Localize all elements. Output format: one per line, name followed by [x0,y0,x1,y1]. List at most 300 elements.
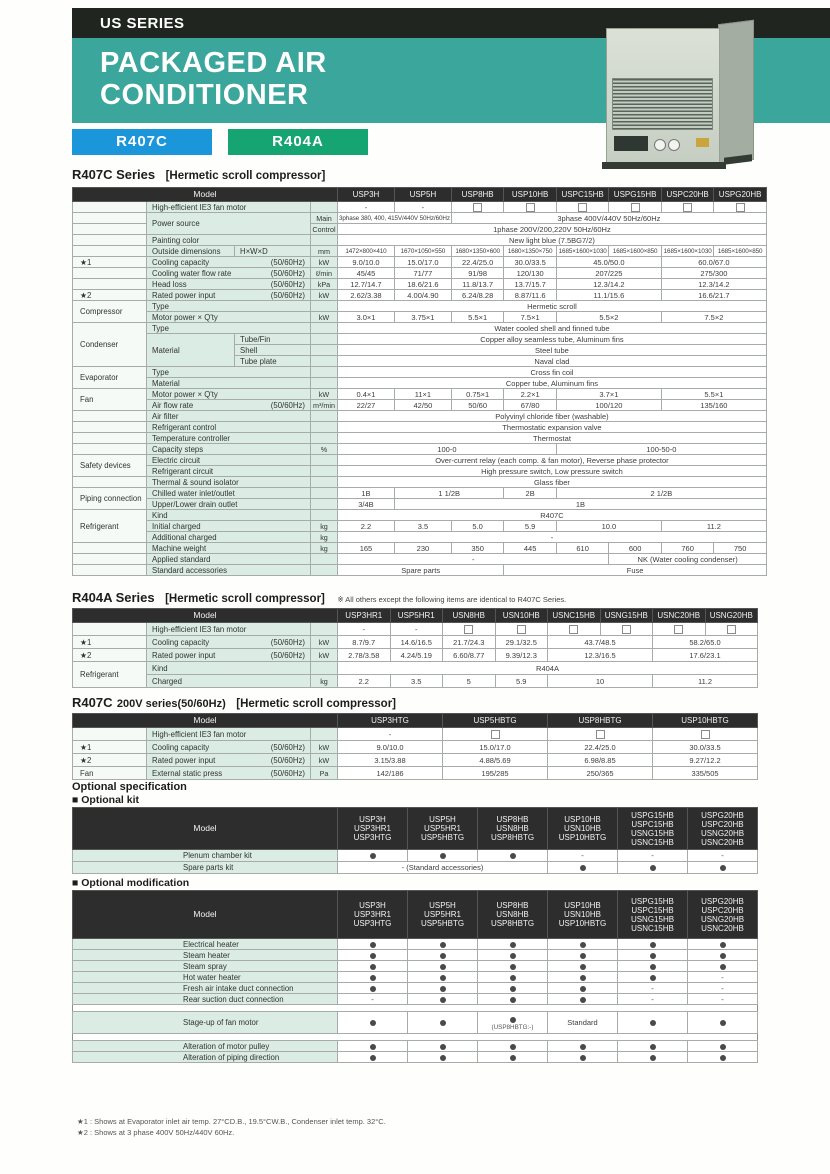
dot-icon [370,1020,376,1026]
model-name: USPC20HB [701,819,744,829]
model-name: USP8HBTG [490,919,535,928]
spec-row-label [147,378,311,389]
spec-value-cell: R404A [338,662,758,675]
spec-value-cell: 165 [338,543,395,554]
unit-cell: kg [311,675,338,688]
rating-condition: (50/60Hz) [270,742,305,752]
spec-value-cell: 335/505 [653,767,758,780]
model-name: USNC15HB [552,611,596,620]
dot-icon [720,1044,726,1050]
spec-value-cell: 8.7/9.7 [338,636,391,649]
dot-icon [720,953,726,959]
spec-value-cell: 60.0/67.0 [661,257,766,268]
dot-icon [370,1044,376,1050]
dot-icon [580,1055,586,1061]
option-row-label: Plenum chamber kit [73,850,338,862]
column-header [548,609,601,623]
spec-value-cell [548,862,618,874]
spec-value-cell [408,994,478,1005]
model-name: USP5H [409,190,437,199]
spec-value-cell: 275/300 [661,268,766,279]
spec-category: Safety devices [73,455,147,477]
spec-value-cell: 3.75×1 [394,312,451,323]
spec-value-cell [705,623,758,636]
spec-row-label [147,433,311,444]
spec-value-cell: 15.0/17.0 [443,741,548,754]
section-name: R404A Series [72,590,155,605]
spec-value-cell: 445 [504,543,557,554]
spec-category [73,213,147,224]
spec-value-cell: 230 [394,543,451,554]
spec-value-cell: - [618,994,688,1005]
spec-value-cell: 350 [451,543,504,554]
checkbox-icon [727,625,736,634]
dot-icon [440,986,446,992]
unit-cell [311,301,338,312]
row-label-text: Thermal & sound isolator [152,477,239,487]
model-name: USP3H [359,815,386,824]
spec-value-cell [443,728,548,741]
unit-cell: Main [311,213,338,224]
star-marker: ★2 [73,754,147,767]
option-row-label: Hot water heater [73,972,338,983]
column-header [705,609,758,623]
row-label-text: Painting color [152,235,200,245]
dot-icon [510,964,516,970]
unit-cell [311,662,338,675]
dot-icon [370,1055,376,1061]
spec-value-cell: 2.78/3.58 [338,649,391,662]
model-name: USP5HR1 [424,824,461,833]
spec-row-label [147,400,311,411]
spec-value-cell: 4.88/5.69 [443,754,548,767]
spec-value-cell: 1B [338,488,395,499]
spec-value-cell: 3phase 400V/440V 50Hz/60Hz [451,213,766,224]
model-name: USP3HR1 [345,611,383,620]
spec-value-cell [618,1012,688,1034]
dot-icon [650,1055,656,1061]
spec-value-cell [504,202,557,213]
option-row-label: Steam spray [73,961,338,972]
spec-value-cell [478,1052,548,1063]
dot-icon [510,997,516,1003]
model-name: USP5H [429,815,456,824]
checkbox-icon [473,203,482,212]
unit-cell [311,345,338,356]
spec-row-label [147,235,311,246]
rating-condition: (50/60Hz) [270,755,305,765]
unit-cell [311,433,338,444]
column-header [390,609,443,623]
checkbox-icon [464,625,473,634]
spec-value-cell: Cross fin coil [338,367,767,378]
unit-cell: ℓ/min [311,268,338,279]
spec-value-cell: 17.6/23.1 [653,649,758,662]
dot-icon [580,997,586,1003]
dot-icon [720,1055,726,1061]
checkbox-icon [631,203,640,212]
model-name: USPC20HB [701,905,744,915]
spec-value-cell: 4.00/4.90 [394,290,451,301]
spec-value-cell [338,950,408,961]
model-name: USP8HB [496,815,529,824]
spec-row-sublabel: Tube plate [235,356,311,367]
dot-icon [440,1020,446,1026]
spec-row-sublabel: H×W×D [235,246,311,257]
spec-value-cell [478,972,548,983]
unit-cell [311,499,338,510]
section-name: R407C Series [72,167,156,182]
row-label-text: Material [152,345,180,355]
checkbox-icon [596,730,605,739]
spec-value-cell [408,939,478,950]
spec-value-cell: 600 [609,543,662,554]
dot-icon [580,942,586,948]
row-label-text: Outside dimensions [152,246,221,256]
spec-value-cell [408,950,478,961]
spec-value-cell: 2.62/3.38 [338,290,395,301]
spec-value-cell [548,1052,618,1063]
spec-category [73,623,147,636]
spec-value-cell: 11.8/13.7 [451,279,504,290]
spec-value-cell: 0.4×1 [338,389,395,400]
spec-value-cell [408,983,478,994]
model-name: USNG20HB [709,611,753,620]
option-row-label: Stage-up of fan motor [73,1012,338,1034]
checkbox-icon [674,625,683,634]
spec-row-label [147,213,311,235]
spec-value-cell [338,972,408,983]
dot-icon [650,942,656,948]
unit-control-panel [614,136,648,151]
spec-value-cell [688,961,758,972]
spec-value-cell [688,939,758,950]
spec-value-cell: 22.4/25.0 [451,257,504,268]
section-bracket: [Hermetic scroll compressor] [236,698,397,710]
unit-cell [311,323,338,334]
spec-value-cell: 11×1 [394,389,451,400]
checkbox-icon [683,203,692,212]
unit-cell [311,202,338,213]
spec-value-cell: 45.0/50.0 [556,257,661,268]
dot-icon [650,953,656,959]
spec-value-cell: 2.2 [338,675,391,688]
spec-category: Fan [73,389,147,411]
model-name: USN8HB [496,910,529,919]
spec-value-cell: 42/50 [394,400,451,411]
spec-value-cell: Standard [548,1012,618,1034]
spec-value-cell [688,1012,758,1034]
dot-icon [510,1055,516,1061]
spec-value-cell: 1685×1600×850 [609,246,662,257]
optional-spec-heading: Optional specification [72,781,187,793]
model-name: USP10HBTG [558,919,607,928]
column-header [653,609,706,623]
rating-condition: (50/60Hz) [270,650,305,660]
column-header [548,891,618,939]
spec-value-cell [478,850,548,862]
option-row-label: Electrical heater [73,939,338,950]
spec-value-cell: 1685×1600×1030 [661,246,714,257]
spec-value-cell: 30.0/33.5 [653,741,758,754]
unit-cell [311,728,338,741]
dot-icon [720,865,726,871]
column-header [408,808,478,850]
spec-row-label [147,521,311,532]
spec-value-cell: Copper tube, Aluminum fins [338,378,767,389]
option-row-label: Spare parts kit [73,862,338,874]
dot-icon [510,853,516,859]
spec-value-cell: 30.0/33.5 [504,257,557,268]
spec-value-cell: Thermostatic expansion valve [338,422,767,433]
unit-cell [311,334,338,345]
row-label-text: High-efficient IE3 fan motor [152,624,247,634]
spec-value-cell [653,623,706,636]
refrigerant-badge-r407c: R407C [72,129,212,155]
spec-value-cell [556,202,609,213]
unit-cell [311,510,338,521]
spec-value-cell: - [688,972,758,983]
spec-row-label [147,649,311,662]
unit-cell: kg [311,543,338,554]
checkbox-icon [622,625,631,634]
spec-category [73,279,147,290]
row-label-text: Charged [152,676,182,686]
spec-value-cell: 6.60/8.77 [443,649,496,662]
spec-value-cell: 1B [394,499,766,510]
checkbox-icon [736,203,745,212]
spec-value-cell [338,939,408,950]
footnotes [77,1116,386,1138]
unit-cell: kW [311,741,338,754]
spec-value-cell: - [338,532,767,543]
spec-value-cell [548,939,618,950]
spec-value-cell [338,1012,408,1034]
rating-condition: (50/60Hz) [270,400,305,410]
unit-cell [311,367,338,378]
spec-category [73,554,147,565]
row-label-text: Cooling capacity [152,637,210,647]
dot-icon [440,975,446,981]
optional-modification-heading: ■ Optional modification [72,877,190,889]
spec-value-cell [548,972,618,983]
spec-row-label [147,543,311,554]
spec-value-cell [548,994,618,1005]
model-name: USP8HB [496,901,529,910]
unit-cell: kW [311,312,338,323]
model-name: USN8HB [452,611,485,620]
spec-category [73,565,147,576]
spec-value-cell: 3.15/3.88 [338,754,443,767]
dot-icon [370,853,376,859]
spec-value-cell: 5.9 [504,521,557,532]
spec-value-cell: 10.0 [556,521,661,532]
unit-cell [311,235,338,246]
spec-category [73,202,147,213]
spec-value-cell [443,623,496,636]
spec-value-cell: 6.98/8.85 [548,754,653,767]
spec-value-cell: 207/225 [556,268,661,279]
model-name: USPG20HB [701,810,744,820]
spec-value-cell: 22/27 [338,400,395,411]
model-header: Model [73,188,338,202]
model-name: USP3H [359,901,386,910]
spec-category [73,224,147,235]
row-label-text: Kind [152,510,168,520]
spec-value-cell [408,961,478,972]
spec-value-cell: - [688,850,758,862]
spec-value-cell: Spare parts [338,565,504,576]
spec-value-cell [618,1041,688,1052]
unit-cell [311,411,338,422]
option-row-label: Alteration of motor pulley [73,1041,338,1052]
spec-value-cell: Fuse [504,565,767,576]
page-title-line2: CONDITIONER [100,79,309,111]
spec-value-cell [548,728,653,741]
model-header: Model [73,609,338,623]
spec-category [73,268,147,279]
rating-condition: (50/60Hz) [270,768,305,778]
spec-value-cell: - [338,202,395,213]
model-name: USP3H [352,190,380,199]
model-name: USN10HB [564,824,601,833]
spec-value-cell: 15.0/17.0 [394,257,451,268]
dot-icon [650,1020,656,1026]
spec-value-cell: 5 [443,675,496,688]
spec-row-label [147,754,311,767]
spec-value-cell: 12.3/14.2 [556,279,661,290]
spec-value-cell [548,623,601,636]
spec-value-cell: 43.7/48.5 [548,636,653,649]
spec-category [73,422,147,433]
spacer [73,1005,758,1012]
spec-value-cell: 16.6/21.7 [661,290,766,301]
dot-icon [580,865,586,871]
spec-row-label [147,323,311,334]
model-name: USPC15HB [631,819,674,829]
spec-value-cell: New light blue (7.5BG7/2) [338,235,767,246]
spec-value-cell: Thermostat [338,433,767,444]
spec-value-cell [478,1012,548,1034]
spec-value-cell: Copper alloy seamless tube, Aluminum fins [338,334,767,345]
model-name: USP5HR1 [397,611,435,620]
row-label-text: Material [152,378,180,388]
spec-value-cell [600,623,653,636]
dot-note: (USP8HBTG:-) [491,1023,534,1031]
model-name: USNG15HB [604,611,648,620]
spec-value-cell [548,983,618,994]
option-row-label: Steam heater [73,950,338,961]
dot-icon [440,942,446,948]
spec-value-cell [548,950,618,961]
spec-value-cell: 18.6/21.6 [394,279,451,290]
optional-modification-table [72,890,758,1063]
unit-brand-label [696,138,709,147]
model-name: USP3HR1 [354,824,391,833]
column-header [688,808,758,850]
unit-cell: kPa [311,279,338,290]
spec-value-cell: 3.5 [390,675,443,688]
spec-row-label [147,466,311,477]
spec-category: Compressor [73,301,147,323]
spec-value-cell [688,862,758,874]
column-header [600,609,653,623]
spec-value-cell [495,623,548,636]
page-title-line1: PACKAGED AIR [100,47,327,79]
column-header [338,891,408,939]
spec-value-cell: 3.0×1 [338,312,395,323]
spec-value-cell: 10 [548,675,653,688]
column-header [548,714,653,728]
spec-row-sublabel: Shell [235,345,311,356]
unit-cell: kW [311,649,338,662]
spec-value-cell [478,950,548,961]
dot-icon [650,865,656,871]
spec-category [73,246,147,257]
spec-value-cell [609,202,662,213]
rating-condition: (50/60Hz) [270,257,305,267]
spec-value-cell: 1 1/2B [394,488,503,499]
spec-category [73,444,147,455]
section-bracket: [Hermetic scroll compressor] [165,593,325,605]
spec-value-cell: 9.39/12.3 [495,649,548,662]
star-marker: ★2 [73,649,147,662]
dot-icon [510,975,516,981]
column-header [478,891,548,939]
unit-dial-icon [668,139,680,151]
checkbox-icon [526,203,535,212]
spec-value-cell: 4.24/5.19 [390,649,443,662]
checkbox-icon [701,730,710,739]
spec-row-label [147,477,311,488]
model-name: USPC15HB [631,905,674,915]
dot-icon [650,975,656,981]
spec-value-cell: Over-current relay (each comp. & fan motor), Reverse phase protector [338,455,767,466]
column-header [618,808,688,850]
column-header [495,609,548,623]
spec-value-cell: 120/130 [504,268,557,279]
spec-value-cell [338,1041,408,1052]
spec-value-cell: 100-50-0 [556,444,766,455]
spec-value-cell [478,983,548,994]
spec-value-cell: 2.2 [338,521,395,532]
row-label-text: Refrigerant circuit [152,466,214,476]
checkbox-icon [578,203,587,212]
spec-row-label [147,675,311,688]
dot-icon [720,942,726,948]
dot-icon [440,1044,446,1050]
unit-cell: m³/min [311,400,338,411]
spec-row-label [147,455,311,466]
spec-value-cell [408,1041,478,1052]
spec-row-label [147,532,311,543]
dot-icon [510,953,516,959]
unit-cell: Control [312,224,336,234]
spec-value-cell: 100-0 [338,444,557,455]
model-name: USPC20HB [666,190,709,199]
spec-value-cell: 8.87/11.6 [504,290,557,301]
unit-cell: kg [311,521,338,532]
row-label-text: Additional charged [152,532,217,542]
spacer [73,1034,758,1041]
row-label-text: Capacity steps [152,444,204,454]
spec-value-cell [338,850,408,862]
spec-value-cell: 100/120 [556,400,661,411]
dot-icon [370,942,376,948]
spec-value-cell: 5.0 [451,521,504,532]
dot-icon [370,964,376,970]
section-subtitle: 200V series(50/60Hz) [116,698,226,710]
